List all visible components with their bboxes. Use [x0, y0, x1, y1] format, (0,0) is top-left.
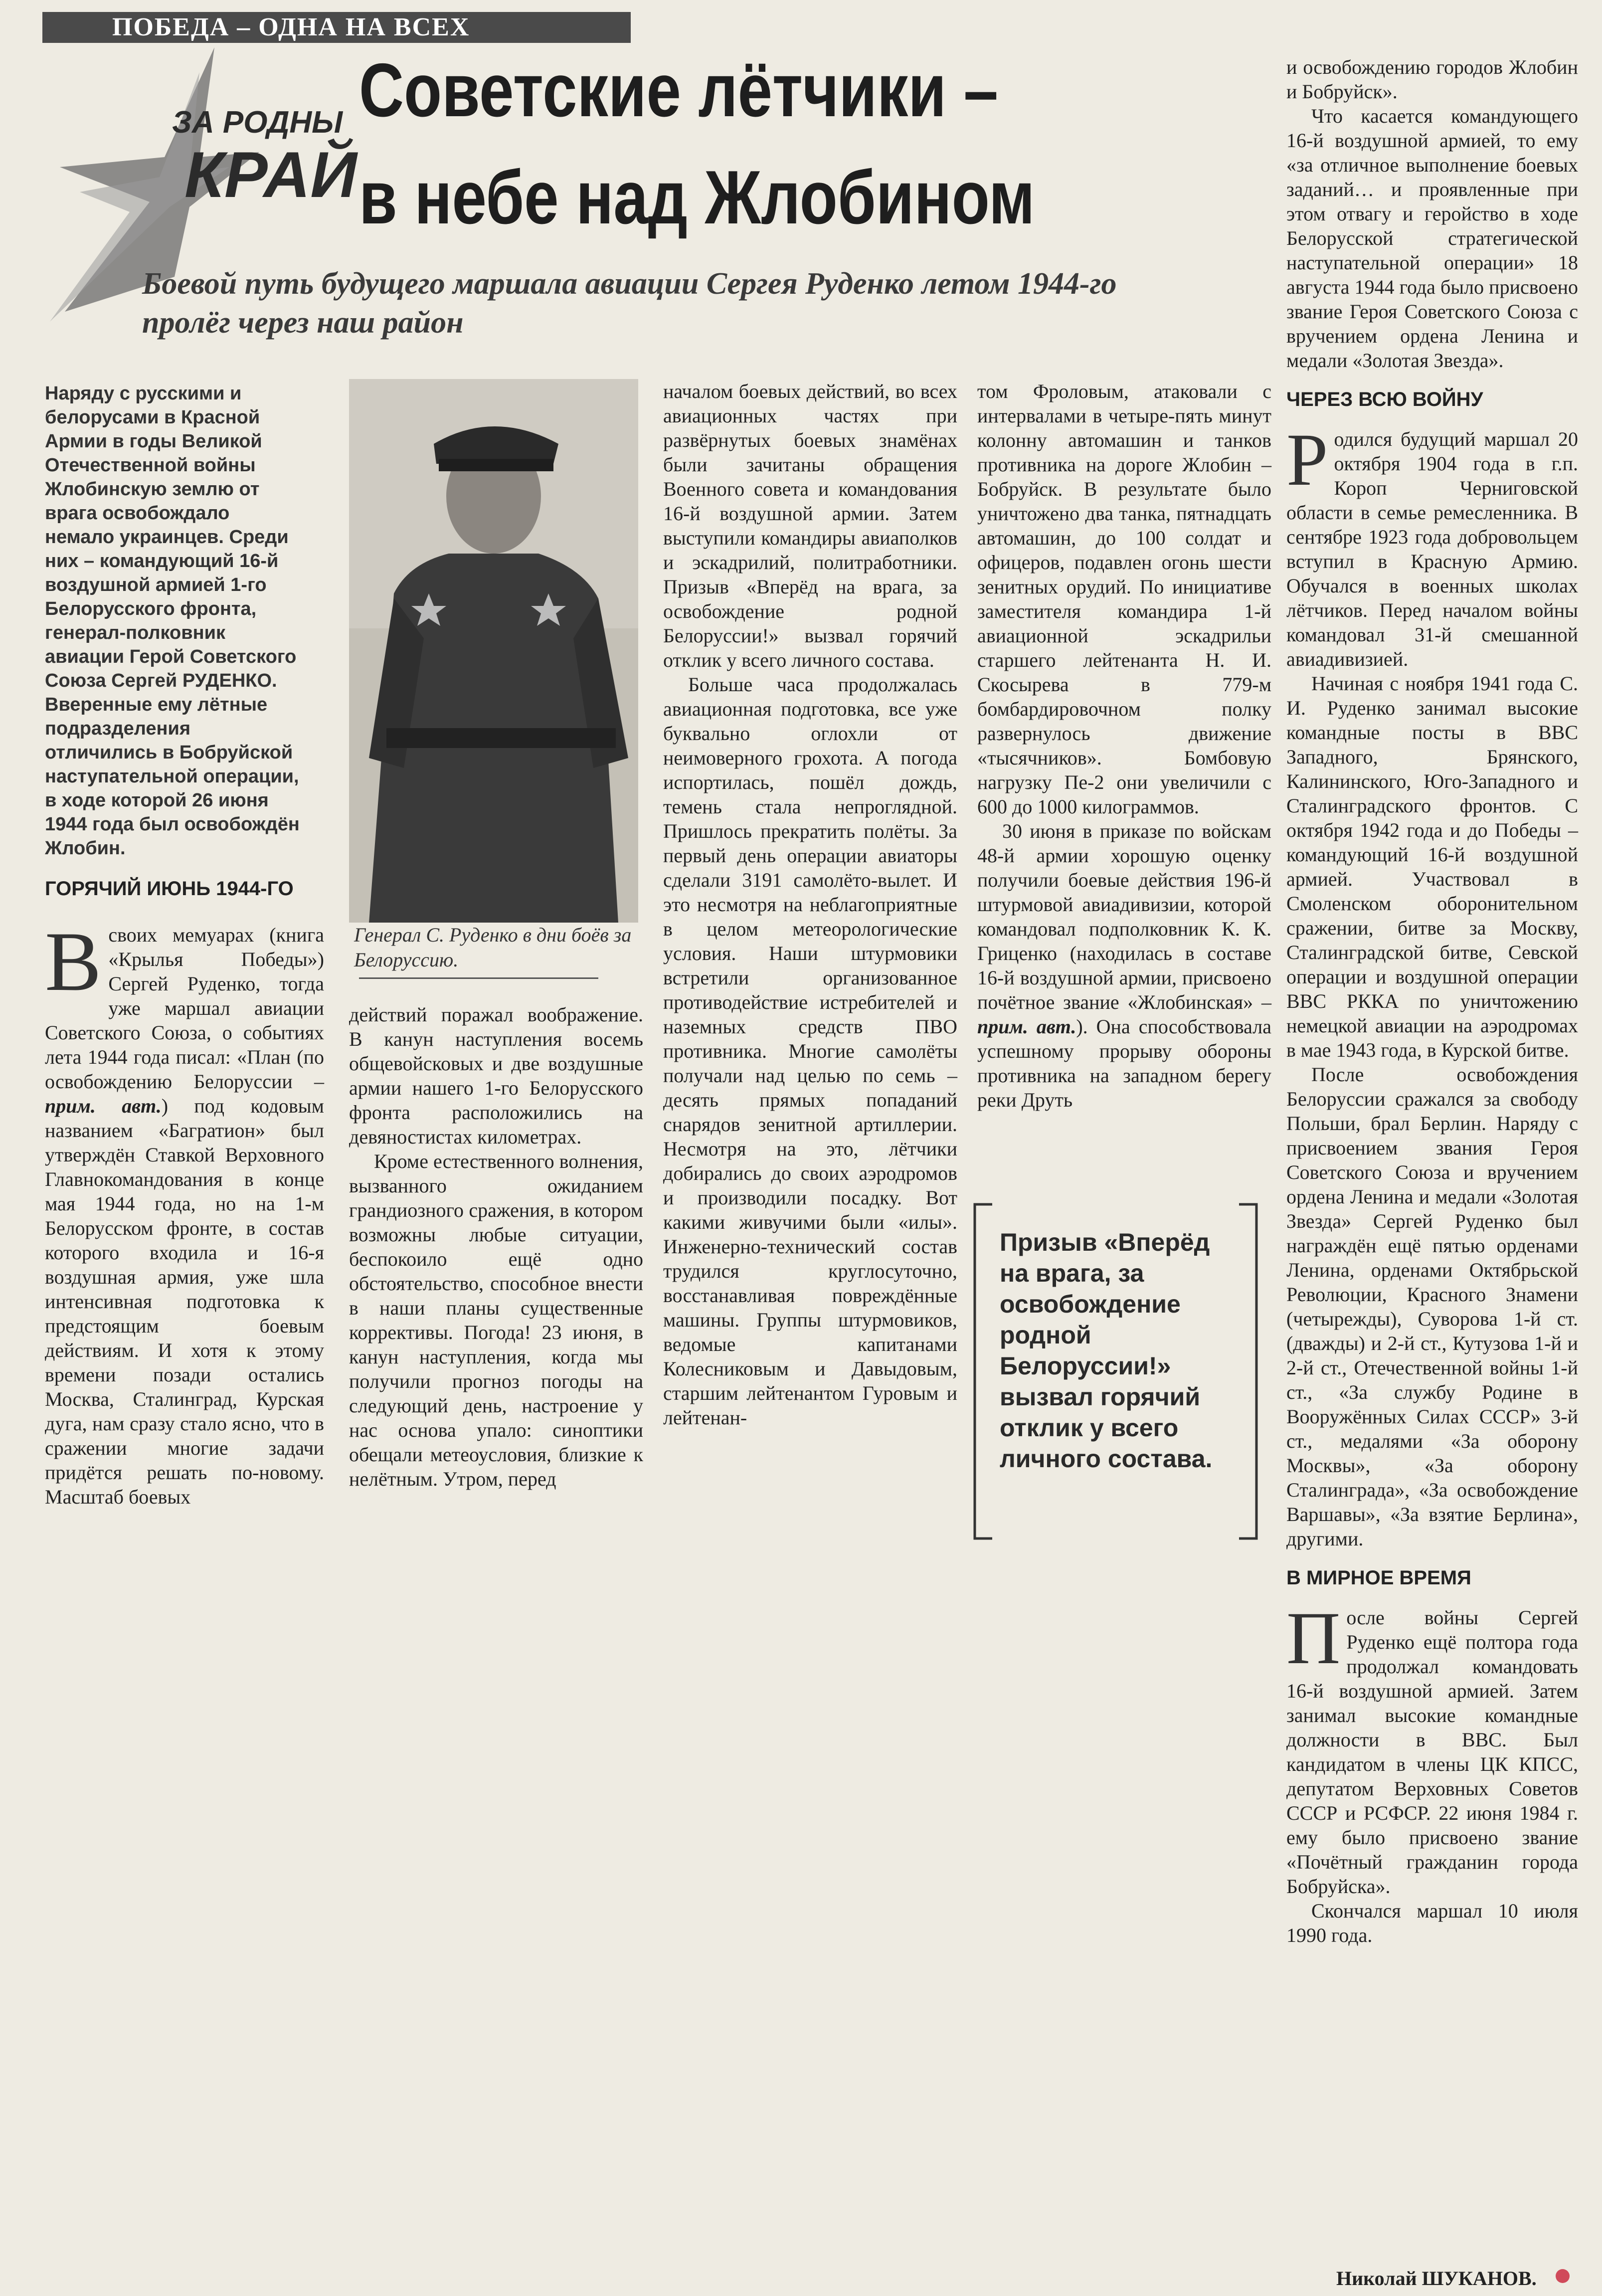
paragraph: Скончался маршал 10 июля 1990 года. [1286, 1900, 1578, 1946]
author-note: прим. авт. [45, 1095, 162, 1117]
dropcap: Р [1286, 418, 1328, 501]
lead-paragraph: Наряду с русскими и белорусами в Красной Армии в годы Великой Отечественной войны Жлобинскую землю от врага освобождало немало украинцев. Среди них – командующий 16-й воздушной армией 1-го Белорусского фронта, генерал-полковник авиации Герой Советского Союза Сергей РУДЕНКО. Вверенные ему лётные подразделения отличились в Бобруйской наступательной операции, в ходе которой 26 июня 1944 года был освобождён Жлобин. [45, 383, 300, 859]
paragraph: Что касается командующего 16-й воздушной армией, то ему «за отличное выполнение боевых заданий… и проявленные при этом отвагу и геройство в ходе Белорусской стратегической наступательной операции» 18 августа 1944 года было присвоено звание Героя Советского Союза с вручением ордена Ленина и медали «Золотая Звезда». [1286, 105, 1578, 372]
dropcap: П [1286, 1597, 1341, 1680]
paragraph: После освобождения Белоруссии сражался за свободу Польши, брал Берлин. Наряду с присвоением звания Героя Советского Союза и вручением ордена Ленина и медали «Золотая Звезда» Сергей Руденко был награждён ещё пятью орденами Ленина, орденами Октябрьской Революции, Красного Знамени (четырежды), Суворова 1-й ст. (дважды) и 2-й ст., Кутузова 1-й и 2-й ст., Отечественной войны 1-й ст., «За службу Родине в Вооружённых Силах СССР» 3-й ст., медалями «За оборону Москвы», «За оборону Сталинграда», «За освобождение Варшавы», «За взятие Берлина», другими. [1286, 1063, 1578, 1550]
section-heading-3: В МИРНОЕ ВРЕМЯ [1286, 1567, 1471, 1589]
portrait-photo [349, 379, 638, 923]
headline-line-1: Советские лётчики – [359, 48, 998, 133]
column-1 [45, 915, 324, 1509]
paragraph: осле войны Сергей Руденко ещё полтора года продолжал командовать 16-й воздушной армией. Затем занимал высокие командные должности в ВВС. Был кандидатом в члены ЦК КПСС, депутатом Верховных Советов СССР и РСФСР. 22 июня 1984 г. ему было присвоено звание «Почётный гражданин города Бобруйска». [1286, 1606, 1578, 1898]
headline-line-2: в небе над Жлобином [359, 155, 1035, 240]
paragraph: началом боевых действий, во всех авиационных частях при развёрнутых боевых знамёнах были зачитаны обращения Военного совета и командования 16-й воздушной армии. Затем выступили командиры авиаполков и эскадрилий, политработники. Призыв «Вперёд на врага, за освобождение родной Белоруссии!» вызвал горячий отклик у всего личного состава. [663, 380, 957, 671]
paragraph: Начиная с ноября 1941 года С. И. Руденко занимал высокие командные посты в ВВС Западного, Брянского, Калининского, Юго-Западного и Сталинградского фронтов. С октября 1942 года и до Победы – командующий 16-й воздушной армией. Участвовал в Смоленском оборонительном сражении, битве за Москву, Сталинградской битве, Севской операции и воздушной операции ВВС РККА по уничтожению немецкой авиации на аэродромах в мае 1943 года, в Курской битве. [1286, 672, 1578, 1061]
logo-text-bottom: КРАЙ [184, 138, 357, 211]
paragraph: и освобождению городов Жлобин и Бобруйск». [1286, 56, 1578, 103]
column-3 [663, 379, 957, 1430]
author-signature: Николай ШУКАНОВ. [1336, 2267, 1537, 2290]
paragraph: действий поражал воображение. В канун наступления восемь общевойсковых и две воздушные армии нашего 1-го Белорусского фронта расположились на девяностистах километрах. [349, 1003, 643, 1148]
column-4 [977, 379, 1271, 1112]
deck: Боевой путь будущего маршала авиации Сергея Руденко летом 1944-го пролёг через наш район [142, 267, 1117, 340]
logo-text-top: ЗА РОДНЫ [172, 105, 343, 140]
section-heading-1: ГОРЯЧИЙ ИЮНЬ 1944-ГО [45, 878, 294, 900]
paragraph: 30 июня в приказе по войскам 48-й армии хорошую оценку получили боевые действия 196-й штурмовой авиадивизии, которой командовал подполковник К. К. Гриценко (находилась в составе 16-й воздушной армии, присвоено почётное звание «Жлобинская» – прим. авт.). Она способствовала успешному прорыву обороны противника на западном берегу реки Друть [977, 820, 1271, 1111]
paragraph: Больше часа продолжалась авиационная подготовка, все уже буквально оглохли от неимоверного грохота. А погода испортилась, пошёл дождь, темень стала непроглядной. Пришлось прекратить полёты. За первый день операции авиаторы сделали 3191 самолёто-вылет. И это несмотря на неблагоприятные в целом метеорологические условия. Наши штурмовики встретили организованное противодействие истребителей и наземных средств ПВО противника. Многие самолёты получали над целью по семь – десять прямых попаданий снарядов зенитной артиллерии. Несмотря на это, лётчики добирались до своих аэродромов и производили посадку. Вот какими живучими были «илы». Инженерно-технический состав трудился круглосуточно, восстанавливая повреждённые машины. Группы штурмовиков, ведомые капитанами Колесниковым и Давыдовым, старшим лейтенантом Гуровым и лейтенан- [663, 673, 957, 1429]
paragraph: своих мемуарах (книга «Крылья Победы») Сергей Руденко, тогда уже маршал авиации Советского Союза, о событиях лета 1944 года писал: «План (по освобождению Белоруссии – прим. авт.) под кодовым названием «Багратион» был утверждён Ставкой Верховного Главнокомандования в конце мая 1944 года, но на 1-м Белорусском фронте, в состав которого входила и 16-я воздушная армия, уже шла интенсивная подготовка к предстоящим боевым действиям. И хотя к этому времени позади остались Москва, Сталинград, Курская дуга, нам сразу стало ясно, что в сражении многие задачи придётся решать по-новому. Масштаб боевых [45, 924, 324, 1508]
dropcap: В [45, 915, 102, 1008]
caption-divider [359, 977, 598, 979]
section-heading-2: ЧЕРЕЗ ВСЮ ВОЙНУ [1286, 388, 1483, 410]
paragraph: одился будущий маршал 20 октября 1904 года в г.п. Короп Черниговской области в семье ремесленника. В сентябре 1923 года добровольцем вступил в Красную Армию. Обучался в военных школах лётчиков. Перед началом войны командовал 31-й смешанной авиадивизией. [1286, 428, 1578, 670]
end-mark [1556, 2269, 1570, 2283]
photo-caption: Генерал С. Руденко в дни боёв за Белоруссию. [354, 924, 632, 971]
paragraph: том Фроловым, атаковали с интервалами в четыре-пять минут колонну автомашин и танков противника на дороге Жлобин – Бобруйск. В результате было уничтожено два танка, пятнадцать автомашин, до 100 солдат и офицеров, подавлен огонь шести зенитных орудий. По инициативе заместителя командира 1-й авиационной эскадрильи старшего лейтенанта Н. И. Скосырева в 779-м бомбардировочном полку развернулось движение «тысячников». Бомбовую нагрузку Пе-2 они увеличили с 600 до 1000 килограммов. [977, 380, 1271, 818]
author-note: прим. авт. [977, 1015, 1076, 1038]
rubric-label: ПОБЕДА – ОДНА НА ВСЕХ [112, 13, 470, 41]
column-5 [1286, 55, 1578, 1947]
paragraph: Кроме естественного волнения, вызванного ожиданием грандиозного сражения, в котором возможны любые ситуации, беспокоило ещё одно обстоятельство, способное внести в наши планы существенные коррективы. Погода! 23 июня, в канун наступления, когда мы получили прогноз погоды на следующий день, настроение у нас основа упало: синоптики обещали метеоусловия, близкие к нелётным. Утром, перед [349, 1150, 643, 1490]
column-2 [349, 1002, 643, 1491]
pull-quote: Призыв «Вперёд на врага, за освобождение родной Белоруссии!» вызвал горячий отклик у всего личного состава. [1000, 1228, 1213, 1473]
